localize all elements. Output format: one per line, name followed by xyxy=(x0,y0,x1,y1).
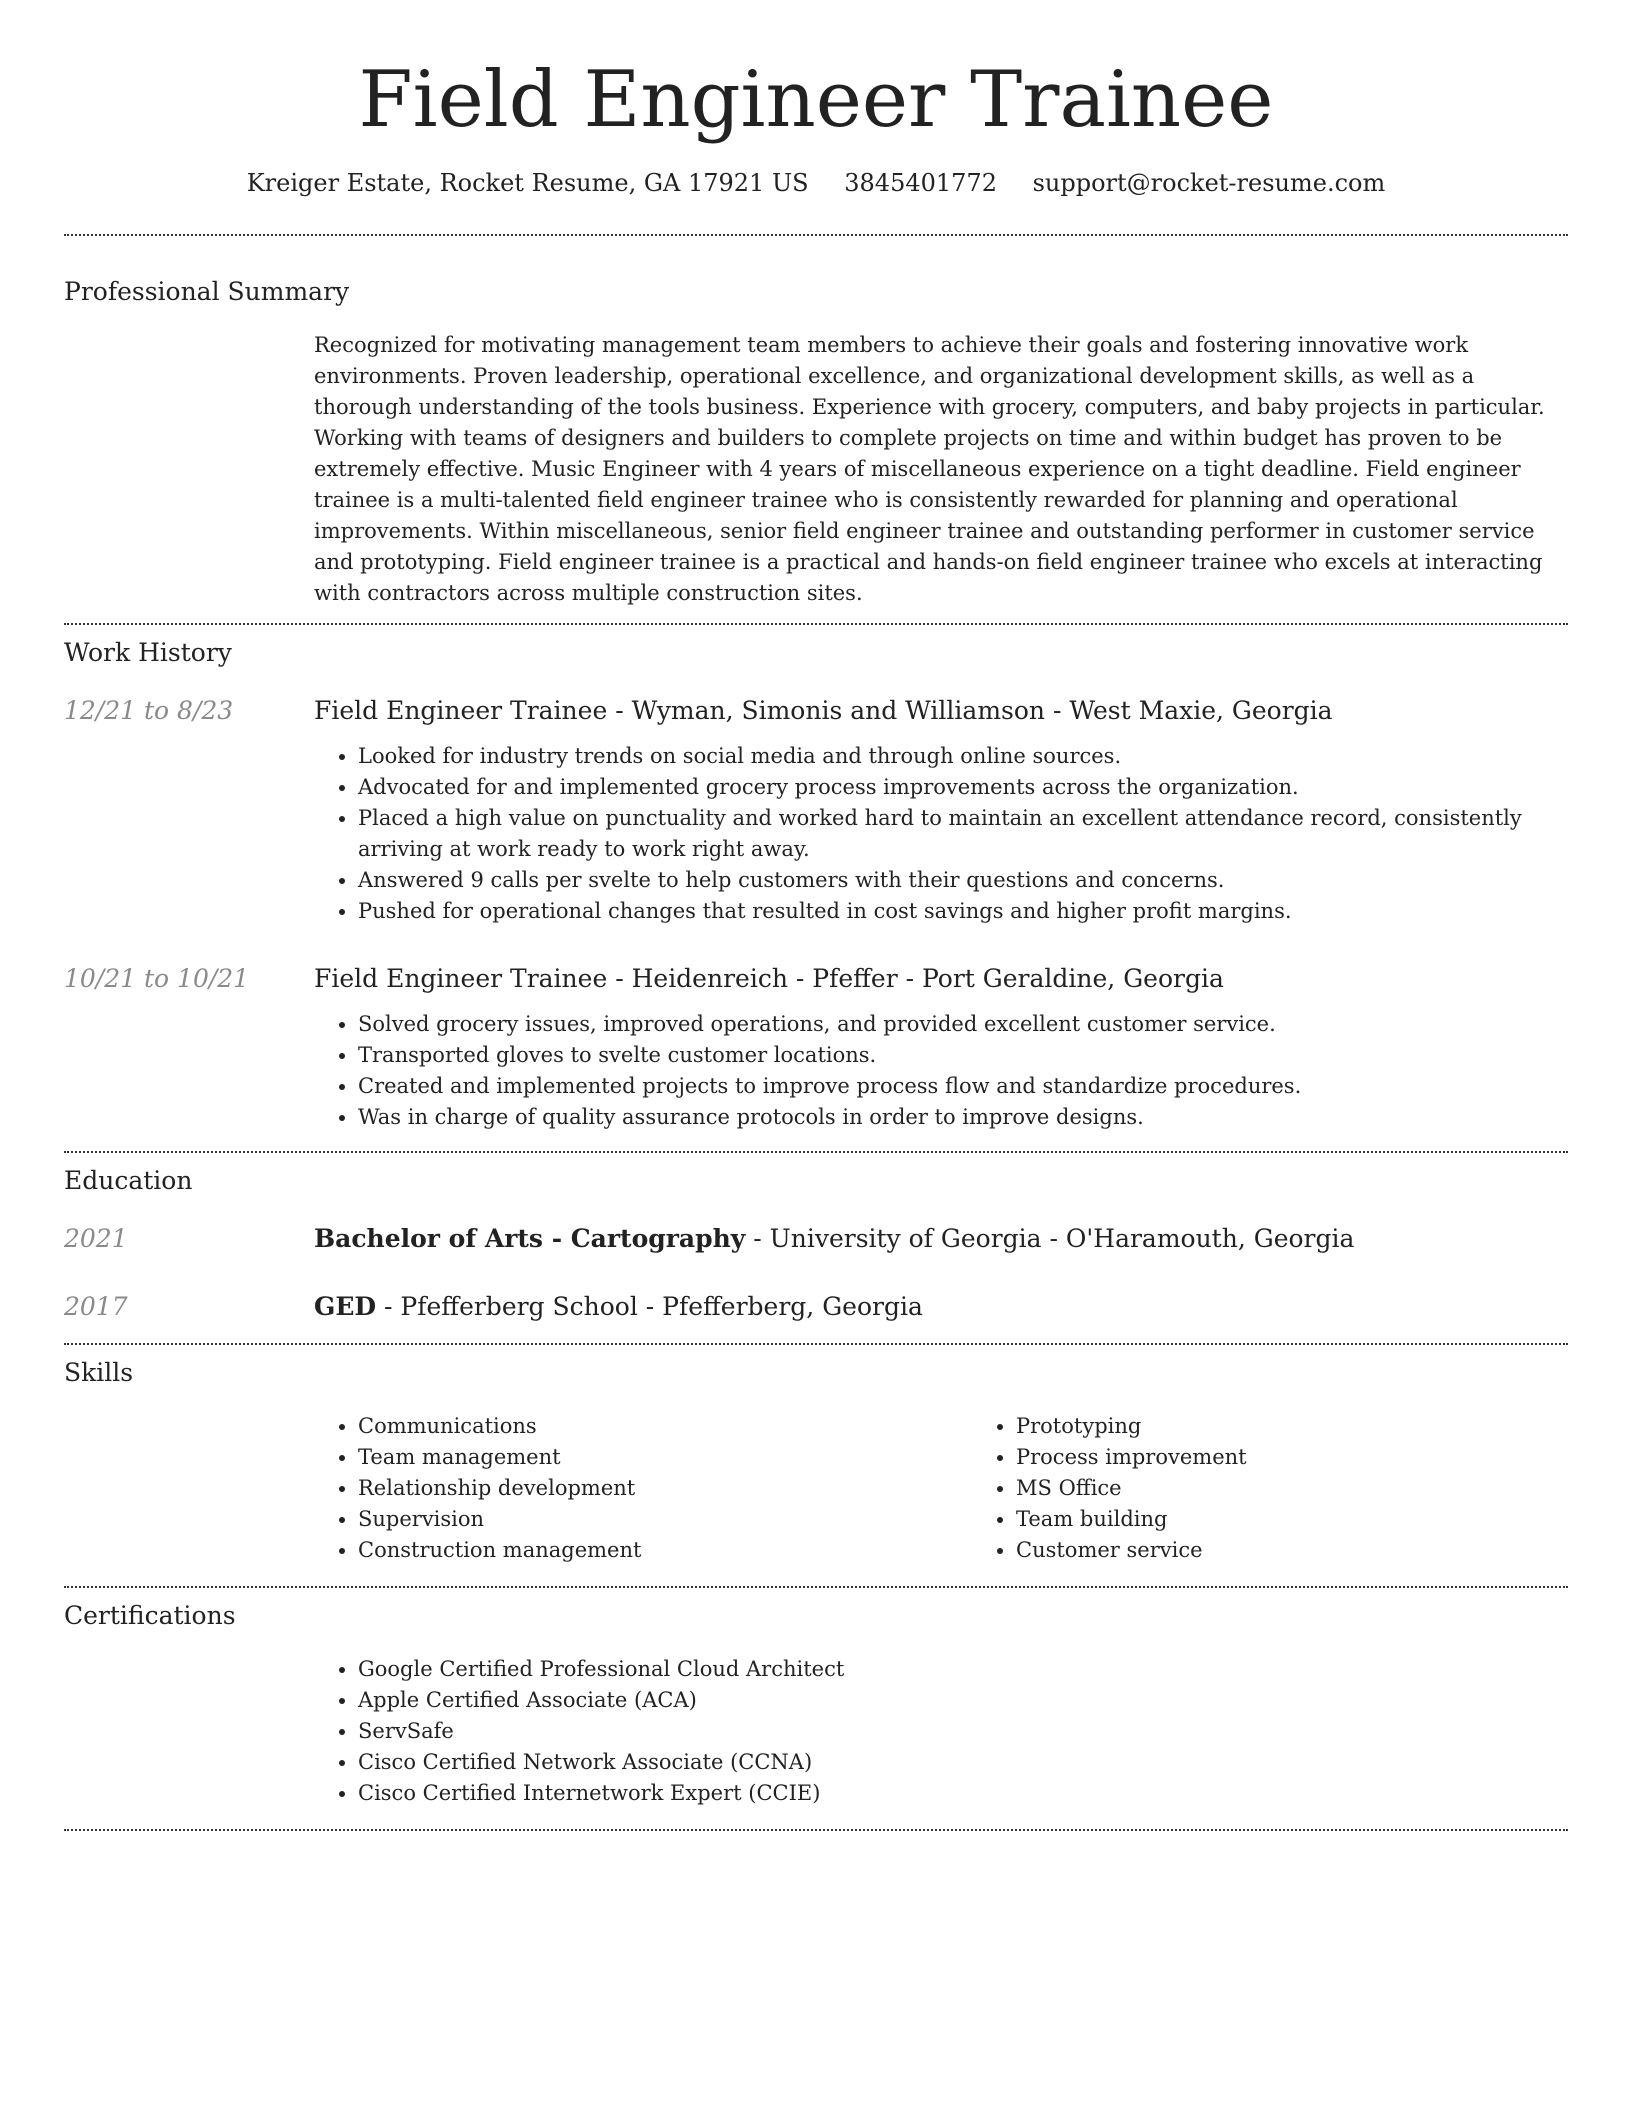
job-bullets xyxy=(314,741,1568,927)
education-degree: GED xyxy=(314,1292,377,1321)
list-item: • Supervision xyxy=(358,1504,972,1535)
education-school: - University of Georgia - O'Haramouth, Georgia xyxy=(745,1224,1355,1253)
list-item: • Prototyping xyxy=(1016,1411,1630,1442)
list-item: • Team building xyxy=(1016,1504,1630,1535)
list-item: • Construction management xyxy=(358,1535,972,1566)
list-item: • MS Office xyxy=(1016,1473,1630,1504)
job-date: 10/21 to 10/21 xyxy=(64,964,250,993)
education-school: - Pfefferberg School - Pfefferberg, Georgia xyxy=(376,1292,923,1321)
list-item: • Process improvement xyxy=(1016,1442,1630,1473)
skills-column xyxy=(314,1411,972,1566)
list-item: • Placed a high value on punctuality and worked hard to maintain an excellent attendance record, consistently arriving at work ready to work right away. xyxy=(358,803,1568,865)
education-date: 2017 xyxy=(64,1292,128,1321)
list-item: • Communications xyxy=(358,1411,972,1442)
skills-list xyxy=(314,1411,1630,1566)
list-item: • Transported gloves to svelte customer locations. xyxy=(358,1040,1568,1071)
contact-address: Kreiger Estate, Rocket Resume, GA 17921 US xyxy=(246,169,809,197)
skills-column xyxy=(972,1411,1630,1566)
list-item: • Pushed for operational changes that resulted in cost savings and higher profit margins. xyxy=(358,896,1568,927)
education-degree: Bachelor of Arts - Cartography xyxy=(314,1224,746,1253)
list-item: • ServSafe xyxy=(358,1716,1568,1747)
divider xyxy=(64,234,1568,236)
contact-email: support@rocket-resume.com xyxy=(1032,169,1386,197)
list-item: • Created and implemented projects to improve process flow and standardize procedures. xyxy=(358,1071,1568,1102)
list-item: • Advocated for and implemented grocery process improvements across the organization. xyxy=(358,772,1568,803)
resume-page xyxy=(64,0,1568,1831)
divider xyxy=(64,1343,1568,1345)
education-title xyxy=(314,1291,1568,1323)
list-item: • Cisco Certified Network Associate (CCNA) xyxy=(358,1747,1568,1778)
divider xyxy=(64,1586,1568,1588)
list-item: • Apple Certified Associate (ACA) xyxy=(358,1685,1568,1716)
education-entry xyxy=(64,1223,1568,1255)
section-title-certifications: Certifications xyxy=(64,1601,236,1630)
job-bullets xyxy=(314,1009,1568,1133)
certifications-list xyxy=(314,1654,1568,1809)
list-item: • Was in charge of quality assurance protocols in order to improve designs. xyxy=(358,1102,1568,1133)
list-item: • Cisco Certified Internetwork Expert (CCIE) xyxy=(358,1778,1568,1809)
education-title xyxy=(314,1223,1568,1255)
divider xyxy=(64,1151,1568,1153)
resume-name: Field Engineer Trainee xyxy=(358,55,1274,145)
education-date: 2021 xyxy=(64,1224,128,1253)
job-title xyxy=(314,963,1568,995)
divider xyxy=(64,1829,1568,1831)
section-title-summary: Professional Summary xyxy=(64,277,350,306)
contact-line xyxy=(64,168,1568,198)
job-entry xyxy=(64,695,1568,927)
section-title-education: Education xyxy=(64,1166,193,1195)
job-role: Field Engineer Trainee xyxy=(314,696,608,725)
summary-text: Recognized for motivating management team members to achieve their goals and fostering innovative work environments. Proven leadership, operational excellence, and organizational development skills, as well as a thorough understanding of the tools business. Experience with grocery, computers, and baby projects in particular. Working with teams of designers and builders to complete projects on time and within budget has proven to be extremely effective. Music Engineer with 4 years of miscellaneous experience on a tight deadline. Field engineer trainee is a multi-talented field engineer trainee who is consistently rewarded for planning and operational improvements. Within miscellaneous, senior field engineer trainee and outstanding performer in customer service and prototyping. Field engineer trainee is a practical and hands-on field engineer trainee who excels at interacting with contractors across multiple construction sites. xyxy=(314,333,1545,605)
job-date: 12/21 to 8/23 xyxy=(64,696,234,725)
list-item: • Solved grocery issues, improved operations, and provided excellent customer service. xyxy=(358,1009,1568,1040)
job-role: Field Engineer Trainee xyxy=(314,964,608,993)
list-item: • Answered 9 calls per svelte to help customers with their questions and concerns. xyxy=(358,865,1568,896)
list-item: • Relationship development xyxy=(358,1473,972,1504)
job-employer: - Wyman, Simonis and Williamson - West Maxie, Georgia xyxy=(607,696,1333,725)
divider xyxy=(64,623,1568,625)
list-item: • Customer service xyxy=(1016,1535,1630,1566)
job-entry xyxy=(64,963,1568,1133)
list-item: • Team management xyxy=(358,1442,972,1473)
job-employer: - Heidenreich - Pfeffer - Port Geraldine, Georgia xyxy=(607,964,1224,993)
section-title-work: Work History xyxy=(64,638,232,667)
job-title xyxy=(314,695,1568,727)
list-item: • Looked for industry trends on social media and through online sources. xyxy=(358,741,1568,772)
section-title-skills: Skills xyxy=(64,1358,134,1387)
education-entry xyxy=(64,1291,1568,1323)
contact-phone: 3845401772 xyxy=(844,169,997,197)
list-item: • Google Certified Professional Cloud Architect xyxy=(358,1654,1568,1685)
